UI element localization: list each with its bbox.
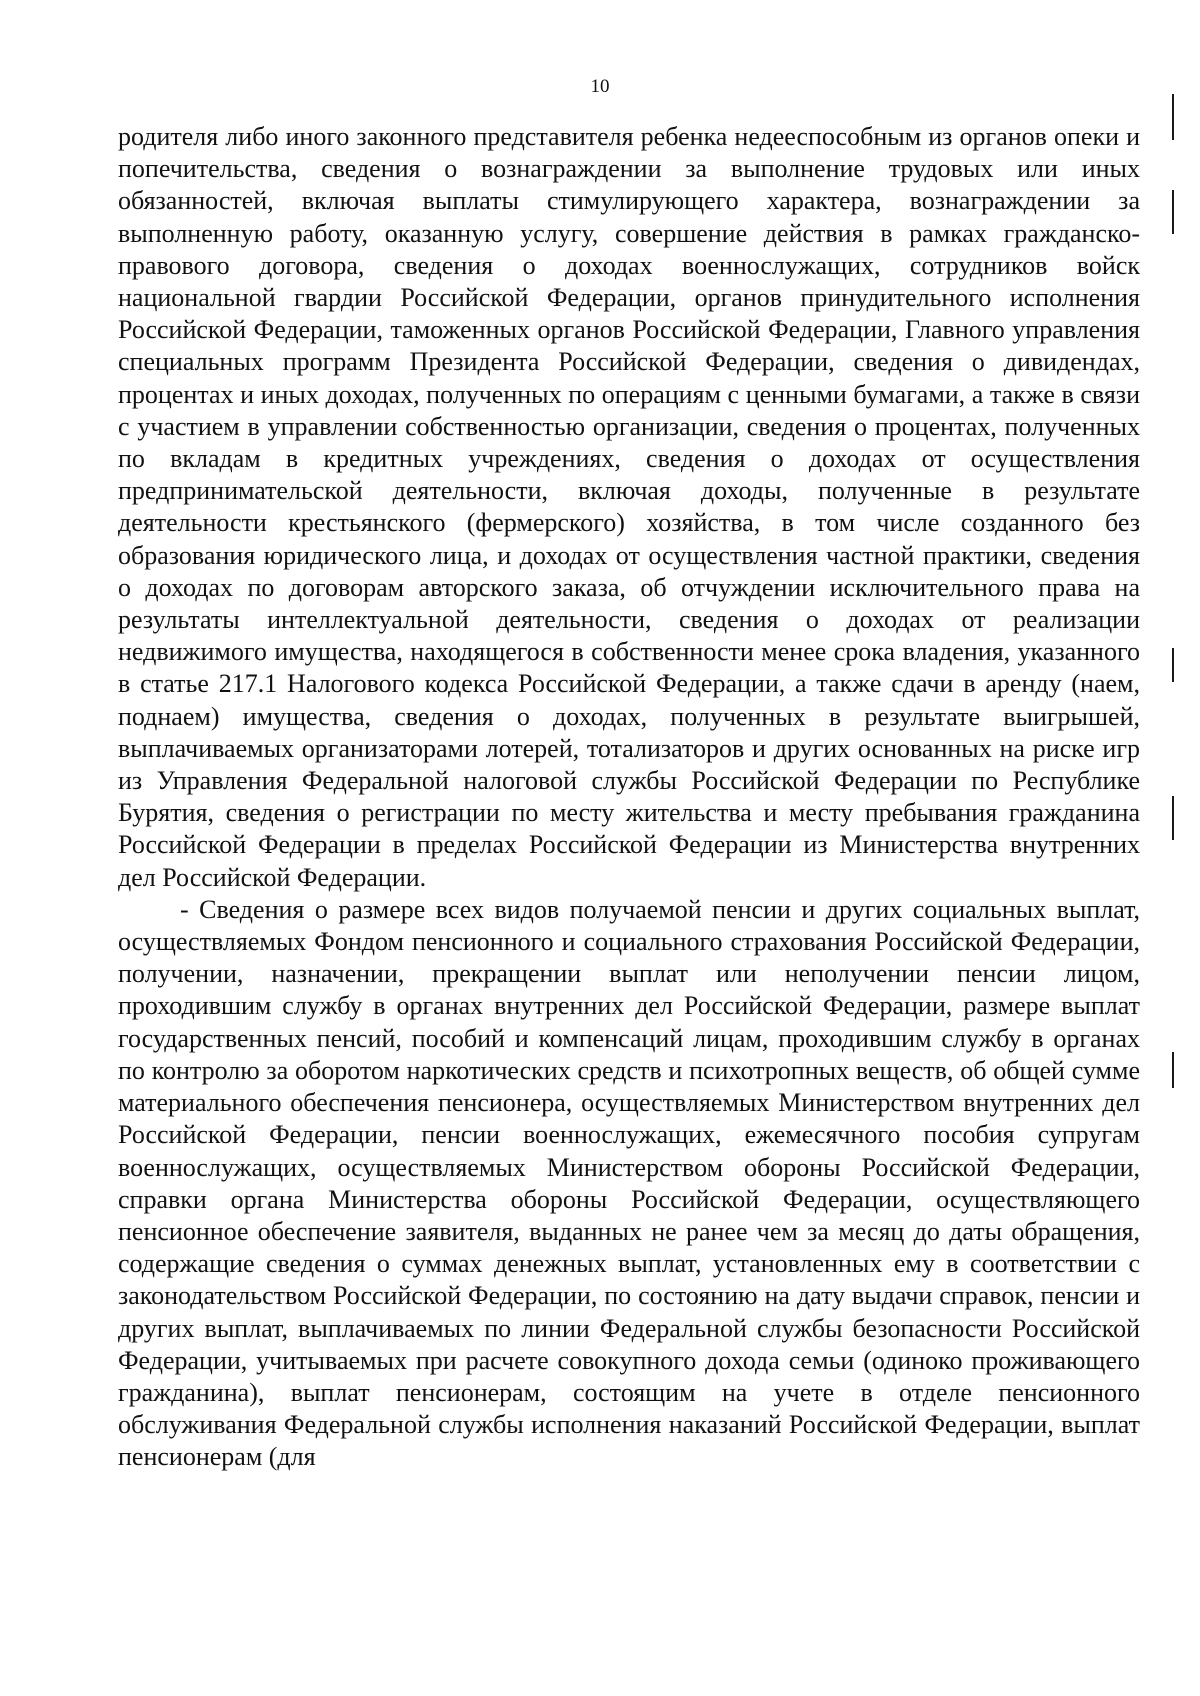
document-body (118, 121, 1140, 1474)
page-number: 10 (590, 76, 610, 97)
margin-revision-mark (1172, 94, 1174, 140)
margin-revision-mark (1172, 796, 1174, 840)
margin-revision-mark (1172, 648, 1174, 682)
paragraph-income-sources: родителя либо иного законного представителя ребенка недееспособным из органов опеки и попечительства, сведения о вознаграждении за выполнение трудовых или иных обязанностей, включая выплаты стимулирующего характера, вознаграждении за выполненную работу, оказанную услугу, совершение действия в рамках гражданско-правового договора, сведения о доходах военнослужащих, сотрудников войск национальной гвардии Российской Федерации, органов принудительного исполнения Российской Федерации, таможенных органов Российской Федерации, Главного управления специальных программ Президента Российской Федерации, сведения о дивидендах, процентах и иных доходах, полученных по операциям с ценными бумагами, а также в связи с участием в управлении собственностью организации, сведения о процентах, полученных по вкладам в кредитных учреждениях, сведения о доходах от осуществления предпринимательской деятельности, включая доходы, полученные в результате деятельности крестьянского (фермерского) хозяйства, в том числе созданного без образования юридического лица, и доходах от осуществления частной практики, сведения о доходах по договорам авторского заказа, об отчуждении исключительного права на результаты интеллектуальной деятельности, сведения о доходах от реализации недвижимого имущества, находящегося в собственности менее срока владения, указанного в статье 217.1 Налогового кодекса Российской Федерации, а также сдачи в аренду (наем, поднаем) имущества, сведения о доходах, полученных в результате выигрышей, выплачиваемых организаторами лотерей, тотализаторов и других основанных на риске игр из Управления Федеральной налоговой службы Российской Федерации по Республике Бурятия, сведения о регистрации по месту жительства и месту пребывания гражданина Российской Федерации в пределах Российской Федерации из Министерства внутренних дел Российской Федерации. (118, 122, 1140, 892)
margin-revision-mark (1172, 1052, 1174, 1088)
paragraph-pension-payments: - Сведения о размере всех видов получаемой пенсии и других социальных выплат, осуществляемых Фондом пенсионного и социального страхования Российской Федерации, получении, назначении, прекращении выплат или неполучении пенсии лицом, проходившим службу в органах внутренних дел Российской Федерации, размере выплат государственных пенсий, пособий и компенсаций лицам, проходившим службу в органах по контролю за оборотом наркотических средств и психотропных веществ, об общей сумме материального обеспечения пенсионера, осуществляемых Министерством внутренних дел Российской Федерации, пенсии военнослужащих, ежемесячного пособия супругам военнослужащих, осуществляемых Министерством обороны Российской Федерации, справки органа Министерства обороны Российской Федерации, осуществляющего пенсионное обеспечение заявителя, выданных не ранее чем за месяц до даты обращения, содержащие сведения о суммах денежных выплат, установленных ему в соответствии с законодательством Российской Федерации, по состоянию на дату выдачи справок, пенсии и других выплат, выплачиваемых по линии Федеральной службы безопасности Российской Федерации, учитываемых при расчете совокупного дохода семьи (одиноко проживающего гражданина), выплат пенсионерам, состоящим на учете в отделе пенсионного обслуживания Федеральной службы исполнения наказаний Российской Федерации, выплат пенсионерам (для (118, 894, 1140, 1472)
margin-revision-mark (1172, 190, 1174, 234)
